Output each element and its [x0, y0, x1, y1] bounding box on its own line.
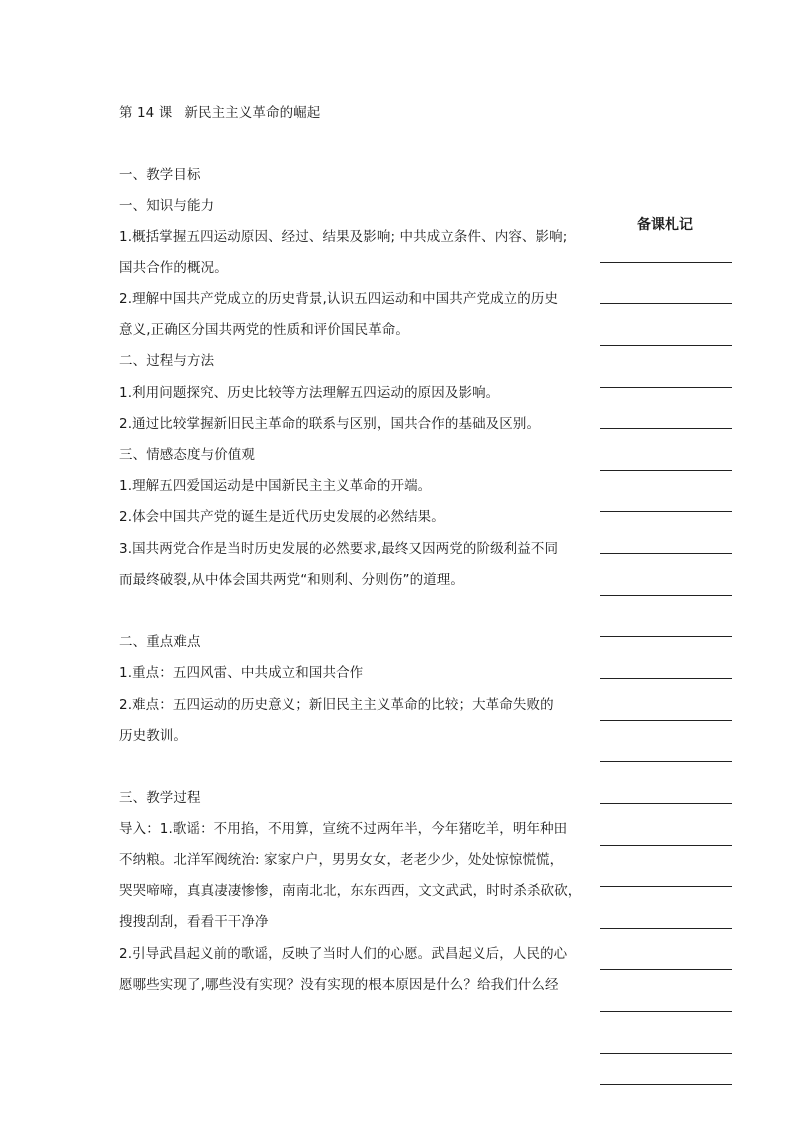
paragraph-line: 2.理解中国共产党成立的历史背景,认识五四运动和中国共产党成立的历史 — [119, 291, 559, 307]
paragraph-line: 不纳粮。北洋军阀统治: 家家户户，男男女女，老老少少，处处惊惊慌慌， — [119, 852, 564, 868]
paragraph-line: 而最终破裂,从中体会国共两党“和则利、分则伤”的道理。 — [119, 572, 464, 588]
note-line — [600, 1011, 732, 1012]
note-line — [600, 969, 732, 970]
note-line — [600, 345, 732, 346]
paragraph-line: 1.概括掌握五四运动原因、经过、结果及影响; 中共成立条件、内容、影响; — [119, 229, 568, 245]
paragraph-line: 搜搜刮刮，看看干干净净 — [119, 914, 269, 930]
paragraph-line: 1.理解五四爱国运动是中国新民主主义革命的开端。 — [119, 478, 432, 494]
section-heading-objectives: 一、教学目标 — [119, 167, 201, 183]
paragraph-line: 哭哭啼啼，真真凄凄惨惨，南南北北，东东西西，文文武武，时时杀杀砍砍， — [119, 883, 582, 899]
note-line — [600, 428, 732, 429]
subheading-knowledge: 一、知识与能力 — [119, 198, 215, 214]
subheading-process: 二、过程与方法 — [119, 353, 215, 369]
note-line — [600, 303, 732, 304]
lesson-number: 第 14 课 — [119, 105, 173, 121]
note-line — [600, 886, 732, 887]
subheading-values: 三、情感态度与价值观 — [119, 447, 255, 463]
paragraph-line: 历史教训。 — [119, 728, 187, 744]
paragraph-line: 意义,正确区分国共两党的性质和评价国民革命。 — [119, 322, 409, 338]
note-line — [600, 470, 732, 471]
paragraph-line: 3.国共两党合作是当时历史发展的必然要求,最终又因两党的阶级利益不同 — [119, 541, 559, 557]
notes-ruled-lines — [600, 0, 732, 1123]
lesson-name: 新民主主义革命的崛起 — [184, 105, 321, 121]
paragraph-line: 1.重点：五四风雷、中共成立和国共合作 — [119, 665, 364, 681]
paragraph-line: 2.通过比较掌握新旧民主革命的联系与区别，国共合作的基础及区别。 — [119, 416, 541, 432]
note-line — [600, 803, 732, 804]
paragraph-line: 愿哪些实现了,哪些没有实现？没有实现的根本原因是什么？给我们什么经 — [119, 977, 559, 993]
paragraph-line: 导入：1.歌谣：不用掐，不用算，宣统不过两年半，今年猪吃羊，明年种田 — [119, 821, 568, 837]
paragraph-line: 2.体会中国共产党的诞生是近代历史发展的必然结果。 — [119, 509, 445, 525]
paragraph-line: 2.引导武昌起义前的歌谣，反映了当时人们的心愿。武昌起义后，人民的心 — [119, 946, 568, 962]
note-line — [600, 845, 732, 846]
note-line — [600, 511, 732, 512]
paragraph-line: 2.难点：五四运动的历史意义；新旧民主主义革命的比较；大革命失败的 — [119, 697, 554, 713]
lesson-title — [119, 104, 320, 122]
note-line — [600, 387, 732, 388]
note-line — [600, 553, 732, 554]
note-line — [600, 928, 732, 929]
note-line — [600, 262, 732, 263]
section-heading-teaching-process: 三、教学过程 — [119, 790, 201, 806]
note-line — [600, 595, 732, 596]
paragraph-line: 1.利用问题探究、历史比较等方法理解五四运动的原因及影响。 — [119, 385, 500, 401]
note-line — [600, 720, 732, 721]
note-line — [600, 678, 732, 679]
paragraph-line: 国共合作的概况。 — [119, 260, 228, 276]
note-line — [600, 1084, 732, 1085]
note-line — [600, 1053, 732, 1054]
notes-column-heading: 备课札记 — [637, 217, 693, 233]
section-heading-key-points: 二、重点难点 — [119, 634, 201, 650]
note-line — [600, 761, 732, 762]
note-line — [600, 636, 732, 637]
